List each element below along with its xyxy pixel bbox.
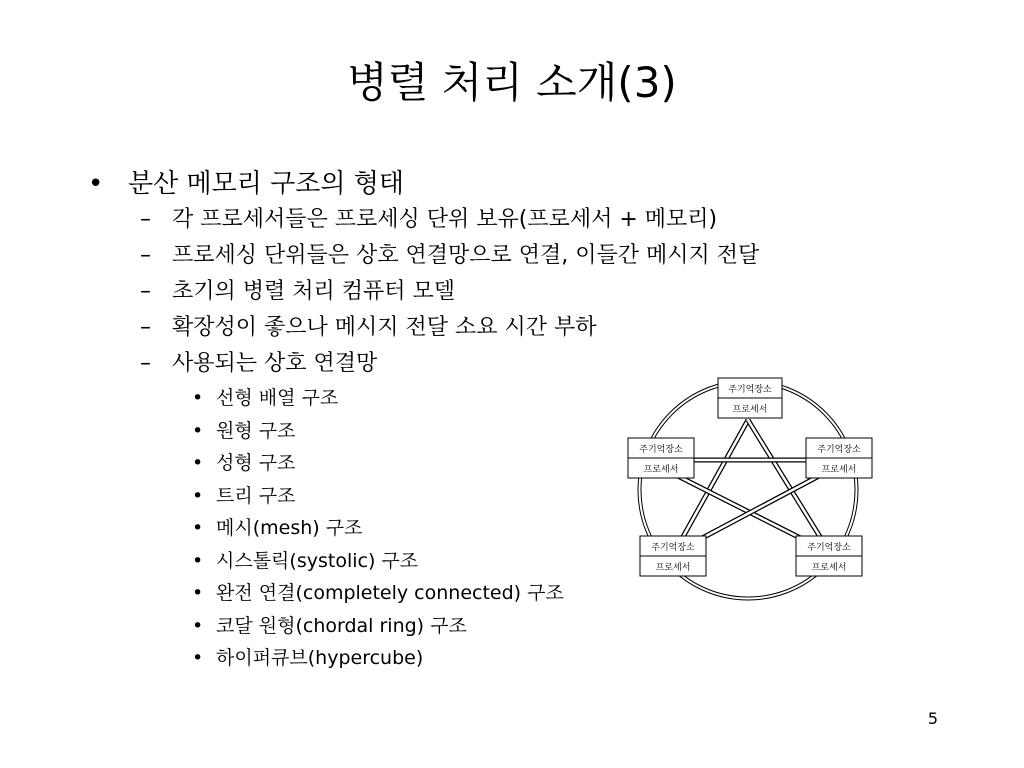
dash-marker: – (140, 279, 151, 304)
network-type-item (88, 382, 628, 415)
sub-item (88, 310, 628, 346)
node-bottom-right (796, 536, 862, 576)
node-top (718, 378, 782, 418)
sub-item (88, 346, 628, 382)
node-memory-label: 주기억장소 (651, 543, 695, 553)
dash-marker: – (140, 243, 151, 268)
network-type-item (88, 512, 628, 545)
network-type-item (88, 480, 628, 513)
sub-item-text: 확장성이 좋으나 메시지 전달 소요 시간 부하 (172, 315, 597, 340)
node-memory-label: 주기억장소 (817, 445, 861, 455)
network-type-text: 시스톨릭(systolic) 구조 (216, 549, 419, 572)
node-left (628, 438, 694, 478)
bullet-marker: • (192, 549, 204, 572)
sub-item-text: 각 프로세서들은 프로세싱 단위 보유(프로세서 + 메모리) (172, 207, 718, 232)
node-right (806, 438, 872, 478)
network-type-text: 트리 구조 (216, 484, 296, 507)
network-type-item (88, 415, 628, 448)
bullet-text: 분산 메모리 구조의 형태 (128, 169, 404, 199)
node-processor-label: 프로세서 (811, 563, 847, 573)
dash-marker: – (140, 315, 151, 340)
network-type-item (88, 577, 628, 610)
bullet-marker: • (192, 582, 204, 604)
bullet-marker: • (192, 614, 204, 637)
network-type-item (88, 642, 628, 675)
network-type-text: 코달 원형(chordal ring) 구조 (216, 614, 467, 637)
node-memory-label: 주기억장소 (728, 385, 772, 395)
page-title: 병렬 처리 소개(3) (347, 58, 677, 107)
network-type-text: 하이퍼큐브(hypercube) (216, 647, 424, 669)
sub-item (88, 238, 760, 274)
node-memory-label: 주기억장소 (639, 445, 683, 455)
node-processor-label: 프로세서 (732, 405, 768, 415)
dash-marker: – (140, 351, 151, 376)
node-processor-label: 프로세서 (655, 563, 691, 573)
distributed-memory-diagram (612, 376, 882, 606)
bullet-marker: • (192, 387, 204, 409)
sub-item-text: 프로세싱 단위들은 상호 연결망으로 연결, 이들간 메시지 전달 (172, 243, 760, 268)
bullet-marker: • (192, 517, 204, 539)
bullet-marker: • (192, 484, 204, 507)
sub-item-text: 초기의 병렬 처리 컴퓨터 모델 (172, 279, 455, 304)
bullet-item (88, 166, 628, 202)
bullet-marker: • (192, 452, 204, 474)
network-type-text: 원형 구조 (216, 419, 296, 442)
network-type-text: 완전 연결(completely connected) 구조 (216, 582, 564, 604)
page-number: 5 (927, 709, 938, 728)
network-type-text: 선형 배열 구조 (216, 387, 339, 409)
network-type-item (88, 610, 628, 643)
node-processor-label: 프로세서 (643, 465, 679, 475)
node-memory-label: 주기억장소 (807, 543, 851, 553)
network-type-item (88, 447, 628, 480)
network-type-text: 성형 구조 (216, 452, 296, 474)
node-processor-label: 프로세서 (821, 465, 857, 475)
bullet-marker: • (192, 647, 204, 669)
sub-item (88, 274, 628, 310)
network-type-item (88, 545, 628, 578)
sub-item (88, 202, 718, 238)
bullet-marker: • (192, 419, 204, 442)
dash-marker: – (140, 207, 151, 232)
network-type-text: 메시(mesh) 구조 (216, 517, 363, 539)
node-bottom-left (640, 536, 706, 576)
bullet-marker: • (88, 169, 104, 199)
sub-item-text: 사용되는 상호 연결망 (172, 351, 378, 376)
